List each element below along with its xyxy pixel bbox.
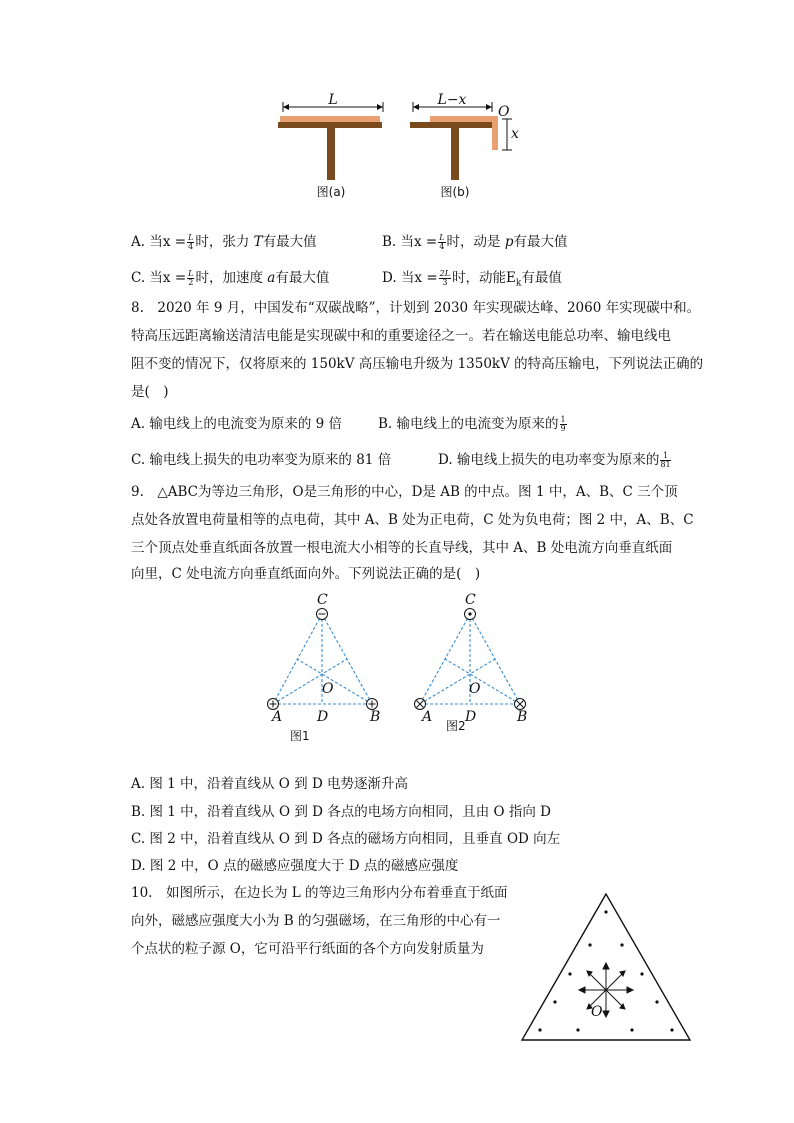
q9-fig1-charge-a bbox=[268, 699, 279, 710]
q8-option-a: A. 输电线上的电流变为原来的 9 倍 bbox=[131, 416, 343, 432]
fig-b-chain-top bbox=[430, 116, 492, 122]
q10-source-o-label: O bbox=[591, 1004, 603, 1020]
q9-fig2-current-c bbox=[465, 609, 476, 620]
q9-figures bbox=[260, 588, 540, 748]
q8-stem-line-1: 8. 2020 年 9 月，中国发布“双碳战略”，计划到 2030 年实现碳达峰、2060 年实现碳中和。 bbox=[131, 300, 701, 316]
fig-b-caption: 图(b) bbox=[440, 185, 470, 199]
q7-option-d: D. 当x = $\frac{2L}{3}$ 时，动能$E_k$有最值 bbox=[382, 269, 562, 289]
q10-stem-line-3: 个点状的粒子源 O，它可沿平行纸面的各个方向发射质量为 bbox=[131, 941, 484, 957]
fig1-caption: 图1 bbox=[290, 729, 310, 743]
q9-stem-line-3: 三个顶点处垂直纸面各放置一根电流大小相等的长直导线，其中 A、B 处电流方向垂直纸面 bbox=[131, 540, 673, 556]
q9-fig2-current-b bbox=[515, 699, 526, 710]
fig-a-chain bbox=[280, 116, 380, 122]
q10-stem-line-1: 10. 如图所示，在边长为 L 的等边三角形内分布着垂直于纸面 bbox=[131, 885, 508, 901]
fig-a bbox=[278, 92, 383, 199]
q9-option-b: B. 图 1 中，沿着直线从 O 到 D 各点的电场方向相同，且由 O 指向 D bbox=[131, 804, 551, 820]
fig-a-caption: 图(a) bbox=[316, 185, 346, 199]
fig-b-length-label: L−x bbox=[437, 92, 467, 108]
q8-option-c: C. 输电线上损失的电功率变为原来的 81 倍 bbox=[131, 452, 392, 468]
q8-stem-line-2: 特高压远距离输送清洁电能是实现碳中和的重要途径之一。若在输送电能总功率、输电线电 bbox=[131, 328, 671, 344]
q9-fig1-charge-c bbox=[317, 609, 328, 620]
q10-stem-line-2: 向外，磁感应强度大小为 B 的匀强磁场，在三角形的中心有一 bbox=[131, 913, 501, 929]
q8-stem-line-3: 阻不变的情况下，仅将原来的 150kV 高压输电升级为 1350kV 的特高压输电，下列说法正确的 bbox=[131, 356, 704, 372]
fig2-label-a: A bbox=[422, 709, 433, 725]
q9-stem-line-1: 9. △ABC为等边三角形，O是三角形的中心，D是 AB 的中点。图 1 中，A、B、C 三个顶 bbox=[131, 484, 678, 500]
fig1-label-a: A bbox=[272, 709, 283, 725]
fig1-label-o: O bbox=[322, 681, 334, 697]
fig2-label-b: B bbox=[517, 709, 528, 725]
fig2-caption: 图2 bbox=[446, 719, 466, 733]
fig2-label-o: O bbox=[469, 681, 481, 697]
q7-figure bbox=[270, 90, 530, 200]
q7-option-a: A. 当x = $\frac{L}{4}$ 时，张力 T有最大值 bbox=[131, 233, 317, 251]
fig2-label-c: C bbox=[465, 592, 476, 608]
q9-fig2-current-a bbox=[415, 699, 426, 710]
q9-stem-line-2: 点处各放置电荷量相等的点电荷，其中 A、B 处为正电荷，C 处为负电荷；图 2 中，A、B、C bbox=[131, 512, 694, 528]
fig-b bbox=[410, 92, 519, 199]
fig1-label-c: C bbox=[317, 592, 328, 608]
q7-option-b: B. 当x = $\frac{L}{4}$ 时，动是 p有最大值 bbox=[382, 233, 568, 251]
q7-option-c: C. 当x = $\frac{L}{2}$ 时，加速度 a有最大值 bbox=[131, 269, 330, 287]
fig1-label-b: B bbox=[370, 709, 381, 725]
fig-a-length-label: L bbox=[328, 92, 338, 108]
q10-particle-arrows bbox=[579, 963, 633, 1017]
q9-fig1-charge-b bbox=[367, 699, 378, 710]
fig-b-x-label: x bbox=[511, 126, 519, 142]
fig-b-point-o: O bbox=[498, 104, 510, 120]
q8-stem-line-4: 是( ) bbox=[131, 384, 169, 400]
q9-option-a: A. 图 1 中，沿着直线从 O 到 D 电势逐渐升高 bbox=[131, 776, 409, 792]
fig-b-chain-hang bbox=[492, 116, 498, 150]
q10-figure bbox=[518, 890, 694, 1044]
fig1-label-d: D bbox=[317, 709, 329, 725]
q8-option-d: D. 输电线上损失的电功率变为原来的 $\frac{1}{81}$ bbox=[438, 451, 671, 469]
q9-stem-line-4: 向里，C 处电流方向垂直纸面向外。下列说法正确的是( ) bbox=[131, 566, 481, 582]
q8-option-b: B. 输电线上的电流变为原来的 $\frac{1}{9}$ bbox=[378, 415, 566, 433]
q9-option-c: C. 图 2 中，沿着直线从 O 到 D 各点的磁场方向相同，且垂直 OD 向左 bbox=[131, 831, 561, 847]
q9-option-d: D. 图 2 中，O 点的磁感应强度大于 D 点的磁感应强度 bbox=[131, 858, 459, 874]
fig2-label-d: D bbox=[465, 709, 477, 725]
